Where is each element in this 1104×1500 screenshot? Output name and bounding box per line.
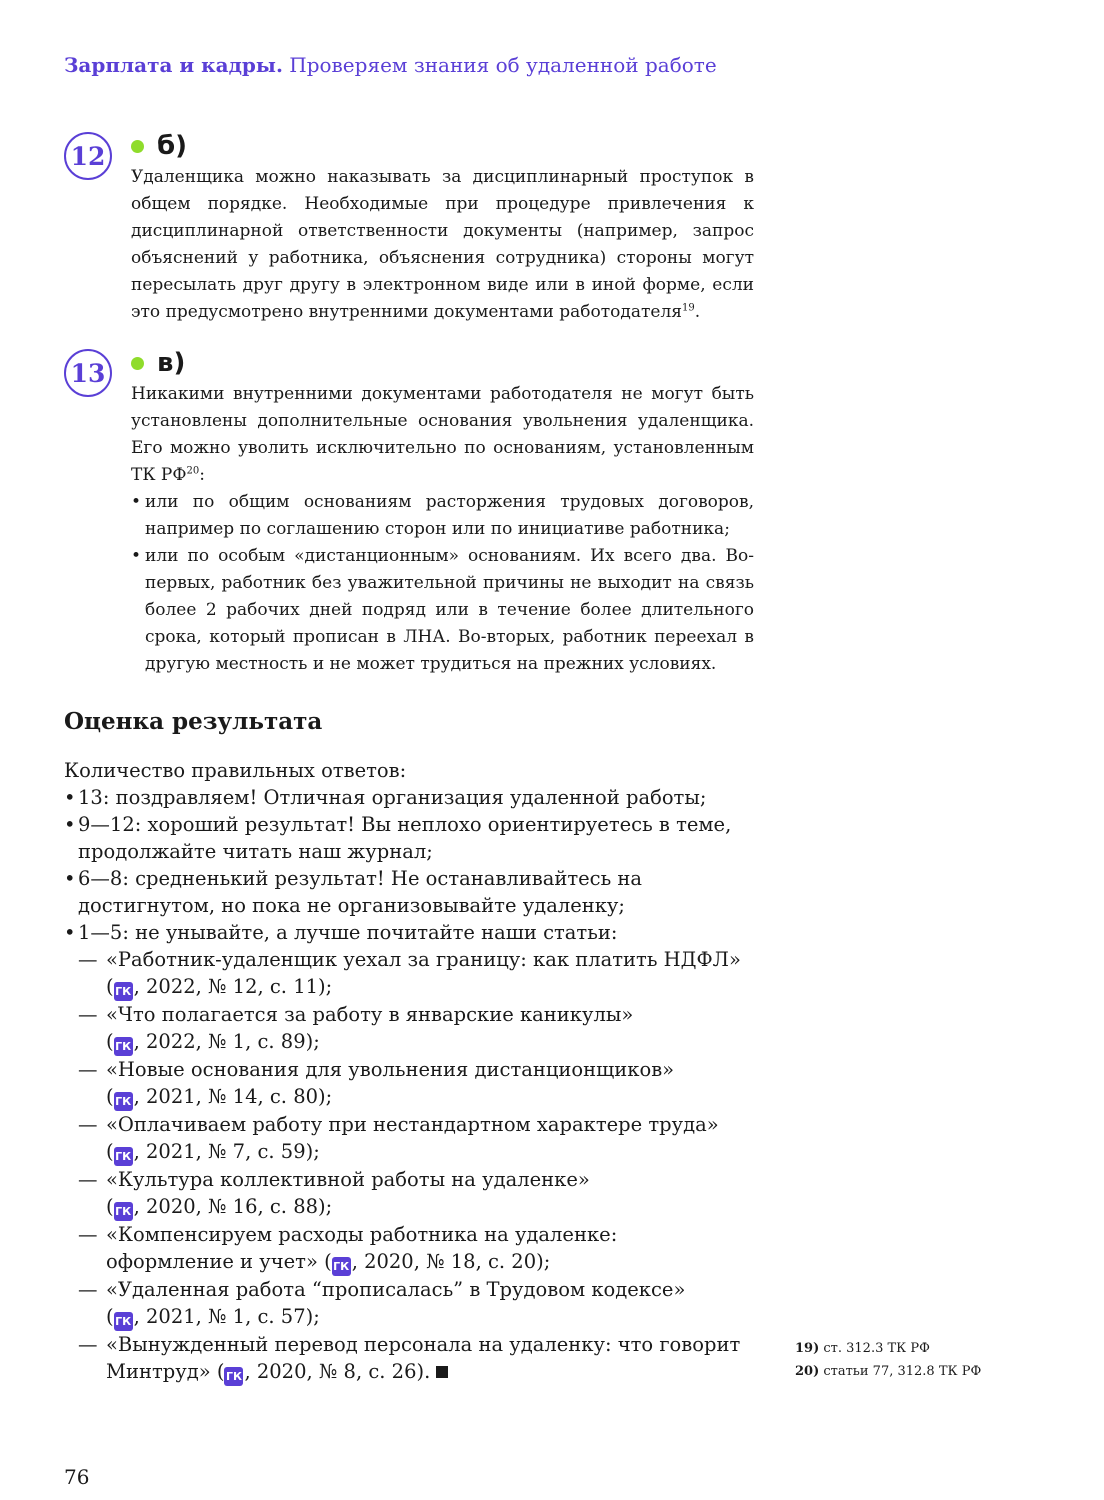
dismissal-grounds-list (131, 489, 754, 678)
list-item: • или по общим основаниям расторжения трудовых договоров, например по соглашению сторон или по инициативе работника; (131, 489, 754, 543)
footnote-ref: 20 (186, 465, 200, 477)
correct-answer-dot-icon (131, 357, 144, 370)
articles-list (78, 946, 744, 1386)
footnote-20: 20) статьи 77, 312.8 ТК РФ (795, 1364, 982, 1379)
list-item: • 1—5: не унывайте, а лучше почитайте наши статьи: — «Работник-удаленщик уехал за границу: как платить НДФЛ» (ГК , 2022, № 12, с. 11); — «Что полагается за работу в январские каникулы» (ГК , 2022, № 1, с. 89); — «Новые основания для увольнения дистанционщиков» (ГК , 2021, № 14, с. 80); — «Оплачиваем работу при нестандартном характере труда» (ГК , 2021, № 7, с. 59); — «Культура коллективной работы на удаленке» (ГК , 2020, № 16, с. 88); — «Компенсируем расходы работника на удаленке: оформление и учет» (ГК , 2020, № 18, с. 20); — «Удаленная работа “прописалась” в Трудовом кодексе» (ГК , 2021, № 1, с. 57); — «Вынужденный перевод персонала на удаленку: что говорит Минтруд» (ГК , 2020, № 8, с. 26). (64, 919, 744, 1386)
header-section: Зарплата и кадры. (64, 53, 283, 77)
footnote-19: 19) ст. 312.3 ТК РФ (795, 1341, 930, 1356)
article-item: — «Культура коллективной работы на удаленке» (ГК , 2020, № 16, с. 88); (78, 1166, 744, 1221)
score-levels-list (64, 784, 744, 1386)
header-subtitle: Проверяем знания об удаленной работе (289, 53, 717, 77)
footnote-ref: 19 (681, 302, 695, 314)
article-item: — «Удаленная работа “прописалась” в Трудовом кодексе» (ГК , 2021, № 1, с. 57); (78, 1276, 744, 1331)
end-of-article-square-icon (436, 1366, 448, 1378)
article-title: «Что полагается за работу в январские каникулы» (106, 1003, 634, 1026)
article-item: — «Что полагается за работу в январские каникулы» (ГК , 2022, № 1, с. 89); (78, 1001, 744, 1056)
article-title: «Оплачиваем работу при нестандартном характере труда» (106, 1113, 719, 1136)
answer-letter: б) (157, 131, 188, 161)
gk-magazine-icon: ГК (114, 1037, 133, 1056)
article-title: «Новые основания для увольнения дистанционщиков» (106, 1058, 675, 1081)
footnotes (795, 1337, 981, 1383)
list-item: • 6—8: средненький результат! Не останавливайтесь на достигнутом, но пока не организовывайте удаленку; (64, 865, 744, 919)
list-item: • 13: поздравляем! Отличная организация удаленной работы; (64, 784, 744, 811)
article-title: «Вынужденный перевод персонала на удаленку: что говорит Минтруд» (106, 1333, 741, 1383)
gk-magazine-icon: ГК (332, 1257, 351, 1276)
list-item: • или по особым «дистанционным» основаниям. Их всего два. Во-первых, работник без уважительной причины не выходит на связь более 2 рабочих дней подряд или в течение более длительного срока, который прописан в ЛНА. Во-вторых, работник переехал в другую местность и не может трудиться на прежних условиях. (131, 543, 754, 678)
gk-magazine-icon: ГК (114, 1202, 133, 1221)
gk-magazine-icon: ГК (224, 1367, 243, 1386)
answer-explanation: Никакими внутренними документами работодателя не могут быть установлены дополнительные основания увольнения удаленщика. Его можно уволить исключительно по основаниям, установленным ТК РФ$^{20}$: (131, 384, 754, 485)
article-title: «Компенсируем расходы работника на удаленке: оформление и учет» (106, 1223, 618, 1273)
answer-13 (64, 345, 754, 678)
article-item: — «Работник-удаленщик уехал за границу: как платить НДФЛ» (ГК , 2022, № 12, с. 11); (78, 946, 744, 1001)
article-title: «Работник-удаленщик уехал за границу: как платить НДФЛ» (106, 948, 741, 971)
list-item: • 9—12: хороший результат! Вы неплохо ориентируетесь в теме, продолжайте читать наш журнал; (64, 811, 744, 865)
question-number-badge: 13 (64, 349, 112, 397)
gk-magazine-icon: ГК (114, 1092, 133, 1111)
section-title: Оценка результата (64, 708, 323, 735)
answer-explanation: Удаленщика можно наказывать за дисциплинарный проступок в общем порядке. Необходимые при процедуре привлечения к дисциплинарной ответственности документы (например, запрос объяснений у работника, объяснения сотрудника) стороны могут пересылать друг другу в электронном виде или в иной форме, если это предусмотрено внутренними документами работодателя$^{19}$. (131, 167, 754, 322)
article-item: — «Новые основания для увольнения дистанционщиков» (ГК , 2021, № 14, с. 80); (78, 1056, 744, 1111)
article-title: «Удаленная работа “прописалась” в Трудовом кодексе» (106, 1278, 686, 1301)
answer-12 (64, 128, 754, 326)
article-item: — «Оплачиваем работу при нестандартном характере труда» (ГК , 2021, № 7, с. 59); (78, 1111, 744, 1166)
correct-answer-dot-icon (131, 140, 144, 153)
running-header (64, 53, 717, 77)
assessment-intro: Количество правильных ответов: (64, 759, 407, 782)
question-number-badge: 12 (64, 132, 112, 180)
gk-magazine-icon: ГК (114, 1312, 133, 1331)
gk-magazine-icon: ГК (114, 1147, 133, 1166)
article-item: — «Компенсируем расходы работника на удаленке: оформление и учет» (ГК , 2020, № 18, с. 20); (78, 1221, 744, 1276)
assessment-block (64, 757, 744, 1386)
article-title: «Культура коллективной работы на удаленке» (106, 1168, 590, 1191)
article-item: — «Вынужденный перевод персонала на удаленку: что говорит Минтруд» (ГК , 2020, № 8, с. 26). (78, 1331, 744, 1386)
gk-magazine-icon: ГК (114, 982, 133, 1001)
answer-letter: в) (157, 348, 186, 378)
page-number: 76 (64, 1465, 90, 1489)
